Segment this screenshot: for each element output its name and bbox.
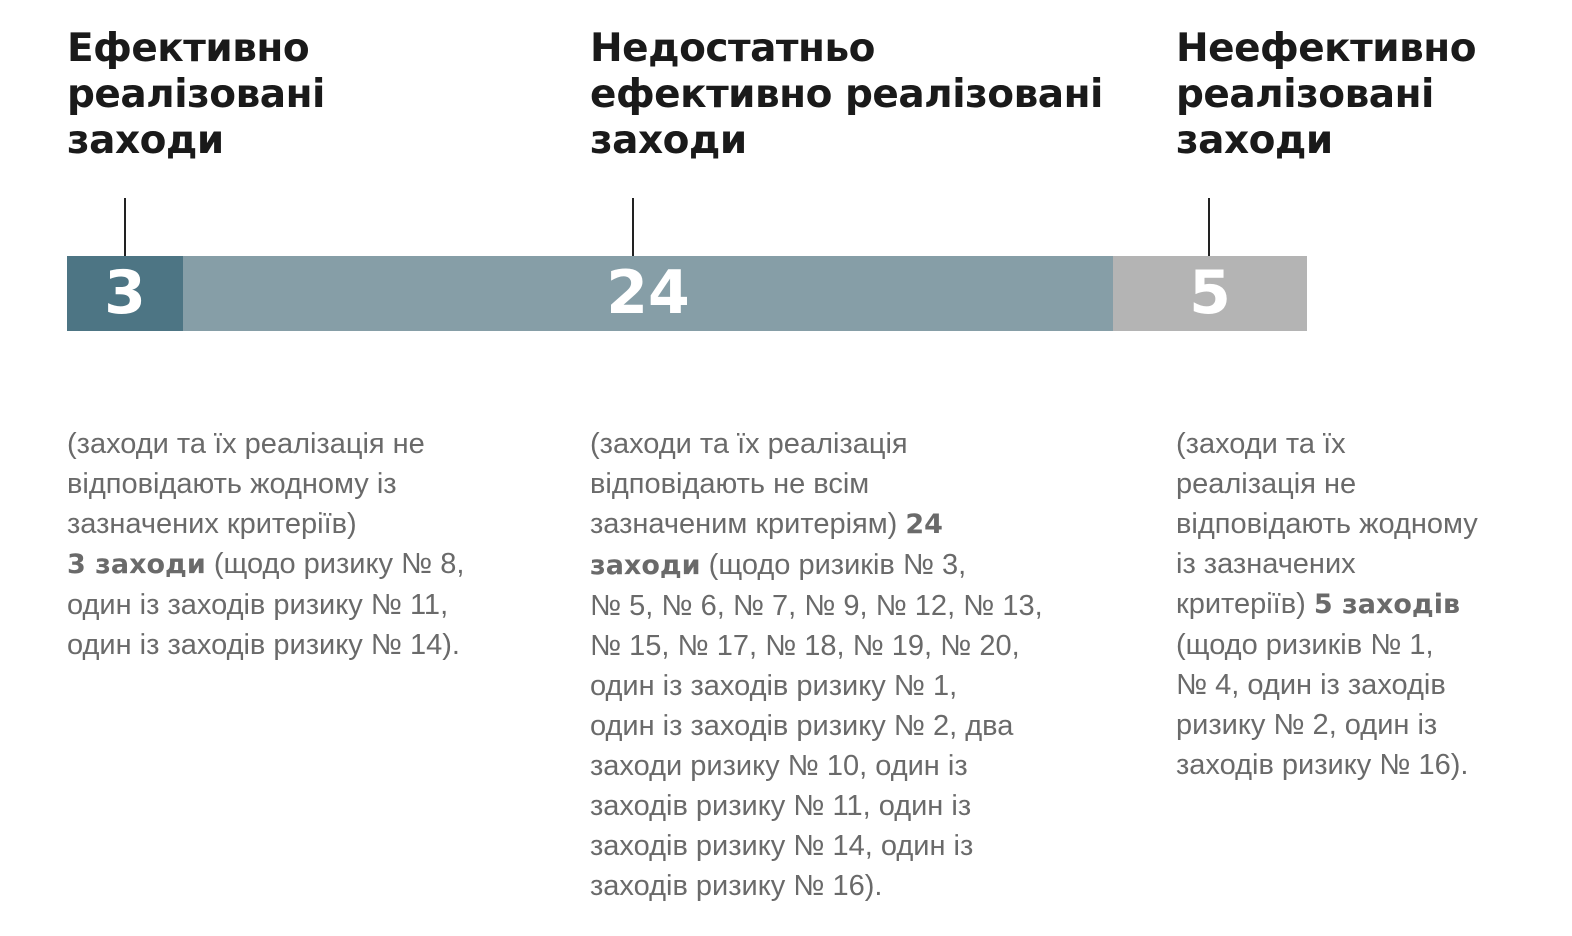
description-line (67, 424, 464, 464)
description-text: зазначених критеріїв) (67, 508, 357, 540)
description-line (67, 464, 464, 504)
measure-count-highlight: 24 (905, 509, 943, 540)
description-line (1176, 424, 1478, 464)
description-text: (заходи та їх (1176, 428, 1346, 460)
insufficient-title-line: ефективно реалізовані (590, 72, 1103, 117)
description-text: заходів ризику № 11, один із (590, 790, 972, 822)
description-line (1176, 504, 1478, 544)
description-line (67, 625, 464, 665)
description-line (1176, 665, 1478, 705)
description-text: відповідають жодному (1176, 508, 1478, 540)
description-text: один із заходів ризику № 11, (67, 589, 449, 621)
ineffective-count-label: 5 (1189, 258, 1231, 328)
ineffective-title-line: заходи (1176, 118, 1333, 163)
insufficient-title-line: заходи (590, 118, 747, 163)
effective-measures-description (67, 424, 464, 665)
description-line (67, 544, 464, 585)
description-line (590, 746, 1043, 786)
description-text: заходи ризику № 10, один із (590, 750, 968, 782)
description-line (590, 866, 1043, 906)
description-line (1176, 464, 1478, 504)
effective-measures-title (67, 26, 325, 164)
measure-count-highlight: 5 заходів (1313, 589, 1461, 620)
ineffective-measures-title (1176, 26, 1476, 164)
measure-count-highlight: заходи (590, 550, 701, 581)
description-text: реалізація не (1176, 468, 1357, 500)
description-text: (щодо ризиків № 1, (1176, 629, 1434, 661)
description-text: (щодо ризиків № 3, (700, 549, 967, 581)
ineffective-title-line: Неефективно (1176, 26, 1477, 71)
description-line (590, 786, 1043, 826)
effective-connector-line (124, 198, 126, 256)
insufficient-title-line: Недостатньо (590, 26, 875, 71)
description-text: ризику № 2, один із (1176, 709, 1438, 741)
description-line (1176, 584, 1478, 625)
insufficient-count-label: 24 (606, 258, 690, 328)
description-line (1176, 745, 1478, 785)
description-line (590, 424, 1043, 464)
ineffective-measures-description (1176, 424, 1478, 785)
description-text: один із заходів ризику № 1, (590, 670, 958, 702)
description-text: (заходи та їх реалізація не (67, 428, 425, 460)
description-text: зазначеним критеріям) (590, 508, 906, 540)
description-line (590, 666, 1043, 706)
ineffective-title-line: реалізовані (1176, 72, 1434, 117)
insufficient-measures-description (590, 424, 1043, 906)
description-text: № 15, № 17, № 18, № 19, № 20, (590, 630, 1020, 662)
description-line (1176, 705, 1478, 745)
description-text: один із заходів ризику № 2, два (590, 710, 1014, 742)
effective-title-line: заходи (67, 118, 224, 163)
description-line (67, 504, 464, 544)
description-text: заходів ризику № 16). (590, 870, 883, 902)
description-line (590, 504, 1043, 545)
description-text: заходів ризику № 16). (1176, 749, 1469, 781)
effective-title-line: Ефективно (67, 26, 310, 71)
description-text: із зазначених (1176, 548, 1356, 580)
description-text: один із заходів ризику № 14). (67, 629, 460, 661)
description-text: відповідають не всім (590, 468, 870, 500)
insufficient-measures-title (590, 26, 1103, 164)
effective-count-label: 3 (104, 258, 146, 328)
description-line (590, 586, 1043, 626)
description-line (590, 626, 1043, 666)
description-line (590, 464, 1043, 504)
description-text: критеріїв) (1176, 588, 1314, 620)
description-text: відповідають жодному із (67, 468, 397, 500)
description-text: (щодо ризику № 8, (205, 548, 465, 580)
description-line (1176, 544, 1478, 584)
description-text: № 5, № 6, № 7, № 9, № 12, № 13, (590, 590, 1043, 622)
description-text: (заходи та їх реалізація (590, 428, 908, 460)
ineffective-connector-line (1208, 198, 1210, 256)
effective-title-line: реалізовані (67, 72, 325, 117)
description-text: заходів ризику № 14, один із (590, 830, 974, 862)
description-line (1176, 625, 1478, 665)
insufficient-connector-line (632, 198, 634, 256)
description-line (590, 706, 1043, 746)
measure-count-highlight: 3 заходи (67, 549, 206, 580)
description-line (590, 545, 1043, 586)
description-line (67, 585, 464, 625)
description-line (590, 826, 1043, 866)
description-text: № 4, один із заходів (1176, 669, 1446, 701)
